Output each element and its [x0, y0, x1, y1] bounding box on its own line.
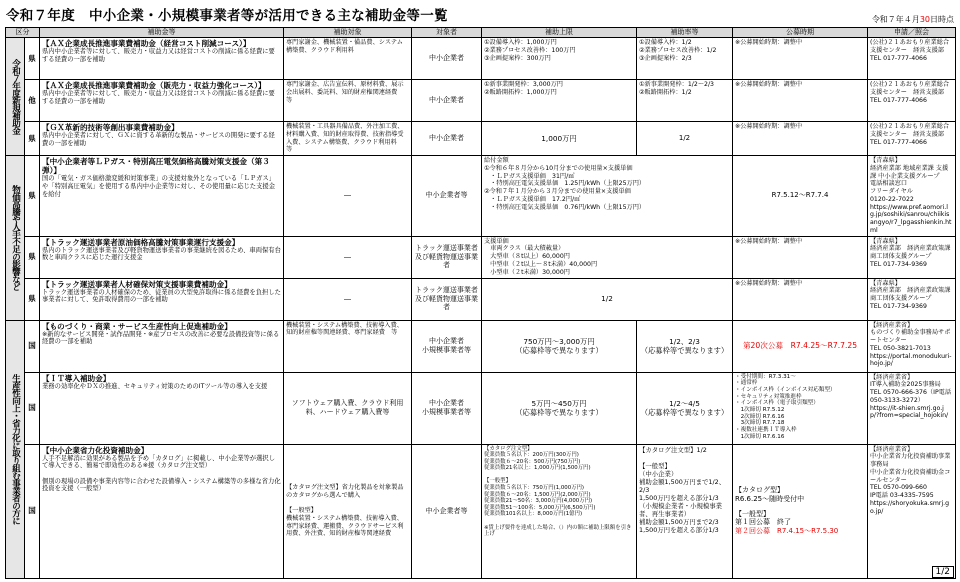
period-general-2: 第２回公募 R7.4.15～R7.5.30	[735, 527, 839, 536]
prefecture-tag: 国	[25, 320, 40, 372]
target-cost-cell: ―	[284, 236, 412, 278]
contact-cell: 【経済産業省】 ものづくり補助金事務局サポートセンター TEL 050-3821-7013 https://portal.monodukuri-hojo.jp/	[868, 320, 956, 372]
contact-cell: 【経済産業省】 IT導入補助金2025事務局 TEL 0570-666-376（IP電話 050-3133-3272） https://it-shien.smrj.go.jp/?from=special_hojokin/	[868, 372, 956, 444]
subsidy-name-cell: 【ＡＸ企業成長推進事業費補助金（販売力・収益力強化コース）】 県内中小企業者等に対して、販売力・収益力又は経営コストの削減に係る経費に要する経費の一部を補助	[40, 80, 284, 122]
section-productivity: 生産性向上・省力化に取り組む事業者の方に	[6, 320, 25, 578]
as-of-day: 30	[919, 15, 930, 24]
limit-cell: ①新事業開発枠：3,000万円 ②販路開拓枠：1,000万円	[482, 80, 637, 122]
prefecture-tag: 国	[25, 372, 40, 444]
period-cell: R7.5.12～R7.7.4	[733, 156, 868, 237]
contact-cell: 【青森県】 経済産業部 経済産業政策課 商工団体支援グループ TEL 017-734-9369	[868, 236, 956, 278]
prefecture-tag: 他	[25, 80, 40, 122]
subsidy-name-cell: 【ＧＸ革新的技術等創出事業費補助金】 県内中小企業者に対して、ＧＸに資する革新的な製品・サービスの開発に要する経費の一部を補助	[40, 122, 284, 156]
page-number: 1/2	[932, 566, 954, 578]
title-main: 中小企業・小規模事業者等が活用できる主な補助金等一覧	[89, 8, 448, 24]
period-general: 【一般型】 第１回公募 終了	[735, 509, 791, 527]
prefecture-tag: 県	[25, 38, 40, 80]
period-cell: ※公募開始時期：調整中	[733, 122, 868, 156]
target-cost-cell: ―	[284, 156, 412, 237]
subsidy-name-cell: 【ものづくり・商業・サービス生産性向上促進補助金】 ※新的なサービス開発・試作品開発・※産プロセスの改善に必要な設備投資等に係る経費の一部を補助	[40, 320, 284, 372]
rate-cell: 1/2、2/3 （応募枠等で異なります）	[637, 320, 733, 372]
limit-cell: 【カタログ注文型】 従業員数５名以下：200万円(300万円) 従業員数６～20名：500万円(750万円) 従業員数21名以上：1,000万円(1,500万円) 【一般型】 従業員数５名以下：750万円(1,000万円) 従業員数６～20名：1,500万円(2,000万円) 従業員数21～50名：3,000万円(4,000万円) 従業員数51～100名：5,000万円(6,500万円) 従業員数101名以上：8,000万円(1億円) ※賃上げ要件を達成した場合、（）内の額に補助上限額を引き上げ	[482, 444, 637, 578]
target-cost-cell: 機械装置・工具器具備品費、外注加工費、材料購入費、知的財産取得費、技術指導受入費、システム構築費、クラウド利用料 等	[284, 122, 412, 156]
prefecture-tag: 国	[25, 444, 40, 578]
target-cost-cell: ソフトウェア購入費、クラウド利用料、ハードウェア購入費等	[284, 372, 412, 444]
table-row	[6, 278, 956, 320]
table-row	[6, 38, 956, 80]
rate-cell: ①設備導入枠：1/2 ②業務プロセス改善枠：1/2 ③企画提案枠：2/3	[637, 38, 733, 80]
period-cell: ※公募開始時期：調整中	[733, 80, 868, 122]
header-period: 公募時期	[733, 28, 868, 38]
limit-cell: 750万円～3,000万円 （応募枠等で異なります）	[482, 320, 637, 372]
contact-cell: (公社)２１あおもり産業総合支援センター 経営支援部 TEL 017-777-4066	[868, 80, 956, 122]
period-cell	[733, 444, 868, 578]
header-contact: 申請／照会	[868, 28, 956, 38]
contact-cell: (公社)２１あおもり産業総合支援センター 経営支援部 TEL 017-777-4066	[868, 38, 956, 80]
contact-cell: 【青森県】 経済産業部 地域産業課 支援課 中小企業支援グループ 電話相談窓口 フリーダイヤル 0120-22-7022 https://www.pref.aomori.lg.jp/soshiki/sanrou/chiikisangyo/r7_lpgasshienkin.html	[868, 156, 956, 237]
limit-cell: ①設備導入枠：1,000万円 ②業務プロセス改善枠：100万円 ③企画提案枠：300万円	[482, 38, 637, 80]
as-of-date: 令和７年４月30日時点	[871, 15, 954, 24]
contact-cell: 【青森県】 経済産業部 経済産業政策課 商工団体支援グループ TEL 017-734-9369	[868, 278, 956, 320]
subsidy-name-cell: 【ＩＴ導入補助金】 業務の効率化やＤＸの推進、セキュリティ対策のためのITツール等の導入を支援	[40, 372, 284, 444]
subsidy-name-cell: 【中小企業省力化投資補助金】 人手不足解消に効果がある製品を予め「カタログ」に掲載し、中小企業等が選択して導入できる、簡易で即効性のある※援（カタログ注文型） 個別の現場の設備や事業内容等に合わせた設備導入・システム構築等の多様な省力化投資を支援（一般型）	[40, 444, 284, 578]
subsidy-name-cell: 【トラック運送事業者原油価格高騰対策事業運行支援金】 県内のトラック運送事業者及び軽貨物運送事業者の事業継続を図るため、車両保有台数と車両クラスに応じた運行支援金	[40, 236, 284, 278]
section-new: 令和７年度新規補助金	[6, 38, 25, 156]
prefecture-tag: 県	[25, 156, 40, 237]
rate-cell: 1/2	[637, 122, 733, 156]
header-name: 補助金等	[40, 28, 284, 38]
prefecture-tag: 県	[25, 278, 40, 320]
target-cell: 中小企業者	[412, 38, 482, 80]
section-price: 物価高騰や人手不足の影響など	[6, 156, 25, 321]
limit-cell: 給付金額 ①令和６年８月分から10月分までの使用量×支援単価 ・ＬＰガス支援単価 31円/㎥ ・特別高圧電気支援単価 1.25円/kWh（上限25万円） ②令和７年１月分から３月分までの使用量×支援単価 ・ＬＰガス支援単価 17.2円/㎥ ・特別高圧電気支援単価 0.76円/kWh（上限15万円）	[482, 156, 733, 237]
target-cost-cell: 専門家謝金、広告宣伝料、原材料費、展示会出展料、委託料、知的財産権関連経費 等	[284, 80, 412, 122]
limit-cell: 5万円～450万円 （応募枠等で異なります）	[482, 372, 637, 444]
subsidy-table	[5, 27, 956, 579]
header-target: 対象者	[412, 28, 482, 38]
period-catalog: 【カタログ型】 R6.6.25～随時受付中	[735, 486, 805, 503]
target-cell: 中小企業者等	[412, 444, 482, 578]
subsidy-name-cell: 【中小企業者等ＬＰガス・特別高圧電気価格高騰対策支援金（第３弾）】 国の「電気・ガス価格激変緩和対策事業」の支援対象外となっている「ＬＰガス」や「特別高圧電気」を使用する県内中小企業等に対し、その使用量に応じた支援金を給付	[40, 156, 284, 237]
target-cost-cell: 【カタログ注文型】省力化製品を対象製品のカタログから選んで購入 【一般型】 機械装置・システム構築費、技術導入費、専門家経費、運搬費、クラウドサービス利用費、外注費、知的財産権等関連経費	[284, 444, 412, 578]
table-row	[6, 236, 956, 278]
header-limit: 補助上限	[482, 28, 637, 38]
table-row	[6, 444, 956, 578]
subsidy-name-cell: 【ＡＸ企業成長推進事業費補助金（経営コスト削減コース）】 県内中小企業者等に対して、販売力・収益力又は経営コストの削減に係る経費に要する経費の一部を補助	[40, 38, 284, 80]
target-cell: トラック運送事業者及び軽貨物運送事業者	[412, 236, 482, 278]
target-cell: 中小企業者 小規模事業者等	[412, 320, 482, 372]
rate-cell: 【カタログ注文型】1/2 【一般型】 （中小企業） 補助金額1,500万円まで1/2、2/3 1,500万円を超える部分1/3 （小規模企業者・小規模事業者、再生事業者） 補助金額1,500万円まで2/3 1,500万円を超える部分1/3	[637, 444, 733, 578]
table-row	[6, 122, 956, 156]
header-rate: 補助率等	[637, 28, 733, 38]
table-row	[6, 80, 956, 122]
rate-cell: ①新事業開発枠：1/2～2/3 ②販路開拓枠：1/2	[637, 80, 733, 122]
contact-cell: (公社)２１あおもり産業総合支援センター 経営支援部 TEL 017-777-4066	[868, 122, 956, 156]
limit-cell: 支援単価 車両クラス（最大積載量） 大型車（８t以上）60,000円 中型車（２t以上～８t未満）40,000円 小型車（２t未満）30,000円	[482, 236, 733, 278]
target-cell: トラック運送事業者及び軽貨物運送事業者	[412, 278, 482, 320]
target-cell: 中小企業者 小規模事業者等	[412, 372, 482, 444]
limit-cell: 1,000万円	[482, 122, 637, 156]
header-target-cost: 補助対象	[284, 28, 412, 38]
header-row	[6, 28, 956, 38]
target-cost-cell: ―	[284, 278, 412, 320]
table-row	[6, 372, 956, 444]
period-cell: ※公募開始時期：調整中	[733, 236, 868, 278]
contact-cell: 【経済産業省】 中小企業省力化投資補助事業事務局 中小企業省力化投資補助金コールセンター TEL 0570-099-660 IP電話 03-4335-7595 https://shoryokuka.smrj.go.jp/	[868, 444, 956, 578]
target-cost-cell: 機械装置・システム構築費、技術導入費、知的財産権等関連経費、専門家経費 等	[284, 320, 412, 372]
period-cell: ※公募開始時期：調整中	[733, 38, 868, 80]
limit-cell: 1/2	[482, 278, 733, 320]
period-cell: ・受付期間：R7.3.31～ ・通常枠 ・インボイス枠（インボイス対応類型） ・セキュリティ対策推進枠 ・インボイス枠（電子取引類型） 1次締切 R7.5.12 2次締切 R7.6.16 3次締切 R7.7.18 ・複数社連携ＩＴ導入枠 1次締切 R7.6.16	[733, 372, 868, 444]
target-cell: 中小企業者	[412, 122, 482, 156]
period-cell: 第20次公募 R7.4.25～R7.7.25	[733, 320, 868, 372]
prefecture-tag: 県	[25, 236, 40, 278]
header-division: 区分	[6, 28, 40, 38]
prefecture-tag: 県	[25, 122, 40, 156]
table-row	[6, 320, 956, 372]
rate-cell: 1/2～4/5 （応募枠等で異なります）	[637, 372, 733, 444]
target-cell: 中小企業者等	[412, 156, 482, 237]
subsidy-name-cell: 【トラック運送事業者人材確保対策支援事業費補助金】 トラック運送事業者の人材確保のため、従業員の大型免許取得に係る経費を負担した事業者に対して、免許取得費用の一部を補助	[40, 278, 284, 320]
page-title	[6, 4, 448, 24]
title-year: 令和７年度	[6, 8, 75, 24]
table-row	[6, 156, 956, 237]
target-cell: 中小企業者	[412, 80, 482, 122]
period-cell: ※公募開始時期：調整中	[733, 278, 868, 320]
target-cost-cell: 専門家謝金、機械装置・備品費、システム構築費、クラウド利用料	[284, 38, 412, 80]
